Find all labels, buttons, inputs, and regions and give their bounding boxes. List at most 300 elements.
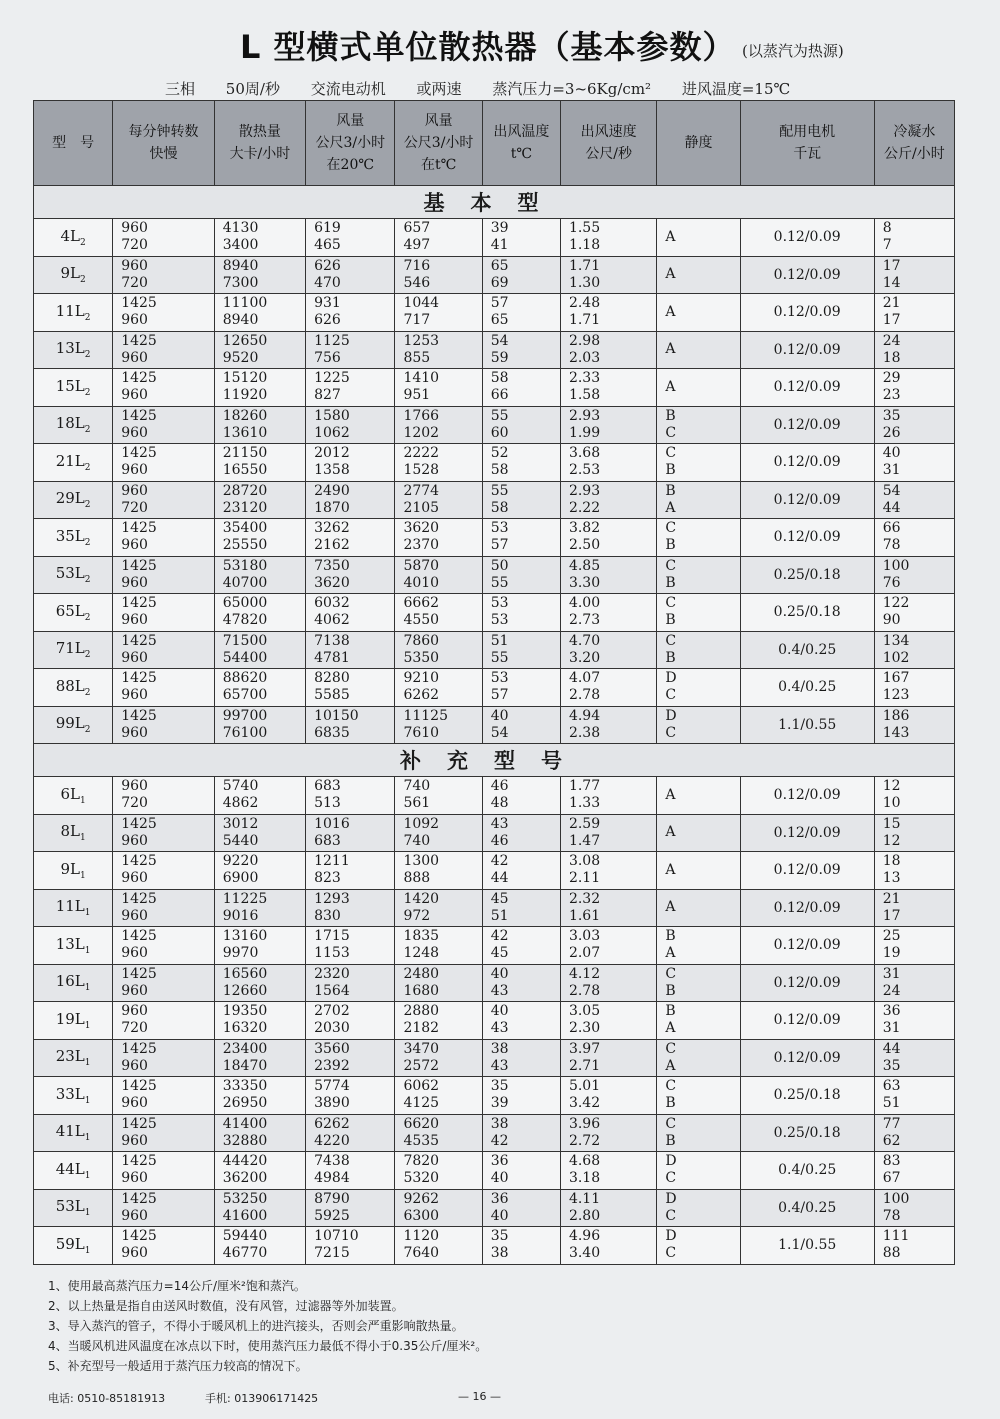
- model-subscript: 2: [84, 575, 91, 586]
- condensate-cell: [874, 814, 954, 852]
- airflow-20c-cell: [306, 1189, 395, 1227]
- heat-cell: [214, 481, 305, 519]
- airflow-tc-cell-value: 1092: [403, 815, 440, 832]
- outlet-temp-cell: [482, 594, 560, 632]
- condensate-cell-value: 67: [882, 1170, 901, 1187]
- static-cell: [657, 1189, 740, 1227]
- static-cell-value: B: [665, 928, 676, 945]
- speed-cell-value: 960: [121, 870, 148, 887]
- airflow-tc-cell-value: 717: [403, 312, 431, 329]
- airflow-20c-cell-value: 619: [314, 220, 341, 237]
- outlet-speed-cell: [560, 519, 656, 557]
- outlet-temp-cell-value: 65: [490, 257, 509, 274]
- outlet-speed-cell-value: 2.22: [568, 499, 601, 516]
- static-cell-value: A: [665, 341, 676, 358]
- heat-cell-value: 11225: [222, 890, 268, 907]
- subtitle: [165, 78, 806, 99]
- outlet-temp-cell: [482, 1077, 560, 1115]
- outlet-temp-cell: [482, 852, 560, 890]
- heat-cell-value: 53180: [222, 557, 268, 574]
- static-cell-value: A: [665, 824, 676, 841]
- airflow-tc-cell: [395, 889, 482, 927]
- outlet-speed-cell-value: 1.58: [568, 387, 601, 404]
- airflow-20c-cell-value: 2490: [314, 482, 350, 499]
- static-cell-value: A: [665, 266, 676, 283]
- outlet-speed-cell: [560, 1077, 656, 1115]
- condensate-cell-value: 77: [882, 1115, 901, 1132]
- static-cell: [657, 1227, 740, 1265]
- outlet-temp-cell-value: 38: [490, 1040, 509, 1057]
- outlet-temp-cell-value: 35: [490, 1228, 509, 1245]
- outlet-temp-cell: [482, 1189, 560, 1227]
- outlet-temp-cell-value: 43: [490, 1020, 509, 1037]
- section-basic-heading: [34, 186, 955, 219]
- condensate-cell: [874, 964, 954, 1002]
- airflow-tc-cell-value: 2572: [403, 1057, 440, 1074]
- outlet-speed-cell: [560, 219, 656, 257]
- heat-cell-value: 36200: [222, 1170, 268, 1187]
- airflow-tc-cell-value: 5320: [403, 1170, 440, 1187]
- speed-cell: [113, 331, 215, 369]
- static-cell: [657, 927, 740, 965]
- motor-cell: 0.12/0.09: [740, 406, 874, 444]
- speed-cell: [113, 1077, 215, 1115]
- airflow-tc-cell: [395, 964, 482, 1002]
- speed-cell-value: 1425: [121, 890, 157, 907]
- outlet-speed-cell-value: 2.59: [568, 815, 601, 832]
- speed-cell: [113, 294, 215, 332]
- airflow-tc-cell-value: 3620: [403, 520, 440, 537]
- table-row: [34, 294, 955, 332]
- airflow-tc-cell-value: 2182: [403, 1020, 440, 1037]
- airflow-20c-cell: [306, 1039, 395, 1077]
- heat-cell-value: 8940: [222, 312, 259, 329]
- airflow-20c-cell-value: 2030: [314, 1020, 350, 1037]
- speed-cell-value: 720: [121, 237, 148, 254]
- condensate-cell: [874, 669, 954, 707]
- motor-cell: 0.4/0.25: [740, 669, 874, 707]
- outlet-speed-cell-value: 3.20: [568, 649, 601, 666]
- outlet-speed-cell: [560, 706, 656, 744]
- model-name: 65L: [55, 601, 85, 620]
- model-name: 99L: [55, 714, 85, 733]
- motor-cell: 1.1/0.55: [740, 706, 874, 744]
- section-supplement-rows: [34, 777, 955, 1265]
- outlet-temp-cell-value: 66: [490, 387, 509, 404]
- outlet-speed-cell-value: 3.96: [568, 1115, 601, 1132]
- model-cell: [34, 369, 113, 407]
- table-row: [34, 406, 955, 444]
- condensate-cell-value: 19: [882, 945, 901, 962]
- heat-cell-value: 3400: [222, 237, 259, 254]
- outlet-speed-cell-value: 2.71: [568, 1057, 601, 1074]
- model-subscript: 2: [84, 387, 91, 398]
- airflow-tc-cell-value: 1248: [403, 945, 440, 962]
- heat-cell: [214, 777, 305, 815]
- outlet-temp-cell-value: 48: [490, 795, 509, 812]
- heat-cell-value: 5440: [222, 832, 259, 849]
- airflow-tc-cell-value: 1300: [403, 853, 440, 870]
- speed-cell-value: 960: [121, 1057, 148, 1074]
- speed-cell-value: 960: [121, 1170, 148, 1187]
- outlet-speed-cell-value: 4.94: [568, 707, 601, 724]
- speed-cell: [113, 406, 215, 444]
- subtitle-phase: 三相: [165, 80, 196, 98]
- model-cell: [34, 889, 113, 927]
- heat-cell: [214, 1002, 305, 1040]
- outlet-temp-cell: [482, 814, 560, 852]
- outlet-temp-cell-value: 36: [490, 1190, 509, 1207]
- airflow-tc-cell-value: 740: [403, 778, 431, 795]
- model-subscript: 2: [79, 275, 86, 286]
- airflow-20c-cell-value: 1225: [314, 370, 350, 387]
- heat-cell-value: 65700: [222, 687, 268, 704]
- motor-cell: 0.4/0.25: [740, 1189, 874, 1227]
- airflow-tc-cell: [395, 631, 482, 669]
- condensate-cell: [874, 777, 954, 815]
- airflow-20c-cell-value: 823: [314, 870, 341, 887]
- heat-cell-value: 18260: [222, 407, 268, 424]
- airflow-tc-cell: [395, 594, 482, 632]
- outlet-temp-cell-value: 51: [490, 632, 509, 649]
- airflow-20c-cell: [306, 927, 395, 965]
- static-cell-value: B: [665, 1003, 676, 1020]
- condensate-cell-value: 102: [882, 649, 910, 666]
- airflow-20c-cell: [306, 294, 395, 332]
- motor-cell: 0.12/0.09: [740, 1002, 874, 1040]
- static-cell-value: A: [665, 228, 676, 245]
- outlet-speed-cell-value: 4.00: [568, 595, 601, 612]
- condensate-cell-value: 13: [882, 870, 901, 887]
- outlet-speed-cell: [560, 1002, 656, 1040]
- model-name: 13L: [55, 339, 85, 358]
- model-name: 23L: [55, 1047, 85, 1066]
- heat-cell-value: 54400: [222, 649, 268, 666]
- model-name: 53L: [55, 564, 85, 583]
- heat-cell: [214, 519, 305, 557]
- speed-cell-value: 1425: [121, 928, 157, 945]
- condensate-cell: [874, 556, 954, 594]
- heat-cell: [214, 814, 305, 852]
- model-cell: [34, 1002, 113, 1040]
- model-cell: [34, 927, 113, 965]
- airflow-20c-cell-value: 5585: [314, 687, 350, 704]
- footnote: 2、以上热量是指自由送风时数值，没有风管，过滤器等外加装置。: [48, 1299, 404, 1313]
- condensate-cell-value: 90: [882, 612, 901, 629]
- outlet-speed-cell: [560, 1114, 656, 1152]
- outlet-temp-cell-value: 35: [490, 1078, 509, 1095]
- airflow-tc-cell: [395, 1152, 482, 1190]
- airflow-20c-cell-value: 4062: [314, 612, 350, 629]
- table-row: [34, 1114, 955, 1152]
- header-speed: 每分钟转数 快慢: [113, 101, 215, 186]
- outlet-temp-cell-value: 51: [490, 907, 509, 924]
- airflow-20c-cell-value: 1125: [314, 332, 350, 349]
- airflow-tc-cell-value: 2370: [403, 537, 440, 554]
- outlet-temp-cell: [482, 481, 560, 519]
- speed-cell-value: 960: [121, 220, 148, 237]
- model-name: 11L: [55, 897, 85, 916]
- static-cell-value: A: [665, 303, 676, 320]
- table-row: [34, 444, 955, 482]
- outlet-speed-cell-value: 4.11: [568, 1190, 601, 1207]
- airflow-20c-cell-value: 1211: [314, 853, 350, 870]
- outlet-temp-cell-value: 40: [490, 965, 509, 982]
- speed-cell-value: 960: [121, 724, 148, 741]
- condensate-cell: [874, 927, 954, 965]
- condensate-cell-value: 31: [882, 1020, 901, 1037]
- outlet-speed-cell-value: 3.68: [568, 445, 601, 462]
- footnotes: [48, 1276, 487, 1376]
- outlet-temp-cell-value: 45: [490, 890, 509, 907]
- outlet-temp-cell-value: 46: [490, 832, 509, 849]
- model-subscript: 2: [84, 612, 91, 623]
- static-cell-value: C: [665, 1078, 677, 1095]
- table-row: [34, 1002, 955, 1040]
- motor-cell: 0.12/0.09: [740, 927, 874, 965]
- airflow-tc-cell: [395, 369, 482, 407]
- airflow-20c-cell-value: 7350: [314, 557, 350, 574]
- table-row: [34, 706, 955, 744]
- speed-cell: [113, 852, 215, 890]
- condensate-cell-value: 40: [882, 445, 901, 462]
- airflow-20c-cell: [306, 1152, 395, 1190]
- heat-cell-value: 19350: [222, 1003, 268, 1020]
- airflow-20c-cell-value: 3890: [314, 1095, 350, 1112]
- outlet-speed-cell-value: 2.07: [568, 945, 601, 962]
- heat-cell: [214, 1039, 305, 1077]
- airflow-tc-cell-value: 4125: [403, 1095, 440, 1112]
- heat-cell-value: 4130: [222, 220, 259, 237]
- outlet-speed-cell-value: 1.99: [568, 424, 601, 441]
- model-cell: [34, 256, 113, 294]
- airflow-20c-cell: [306, 669, 395, 707]
- motor-cell: 0.12/0.09: [740, 444, 874, 482]
- outlet-temp-cell-value: 65: [490, 312, 509, 329]
- condensate-cell-value: 21: [882, 890, 901, 907]
- model-subscript: 1: [84, 1020, 91, 1031]
- condensate-cell-value: 17: [882, 907, 901, 924]
- subtitle-pressure: 蒸汽压力=3~6Kg/cm²: [492, 80, 652, 98]
- airflow-20c-cell: [306, 256, 395, 294]
- condensate-cell-value: 18: [882, 853, 901, 870]
- static-cell-value: B: [665, 1132, 676, 1149]
- outlet-speed-cell: [560, 294, 656, 332]
- airflow-20c-cell-value: 6835: [314, 724, 350, 741]
- outlet-temp-cell-value: 55: [490, 574, 509, 591]
- static-cell: [657, 369, 740, 407]
- heat-cell-value: 44420: [222, 1153, 268, 1170]
- outlet-temp-cell-value: 59: [490, 349, 509, 366]
- condensate-cell: [874, 406, 954, 444]
- airflow-tc-cell-value: 6662: [403, 595, 440, 612]
- table-row: [34, 1077, 955, 1115]
- table-row: [34, 519, 955, 557]
- airflow-tc-cell: [395, 777, 482, 815]
- heat-cell-value: 13610: [222, 424, 268, 441]
- airflow-20c-cell: [306, 219, 395, 257]
- model-name: 71L: [55, 639, 85, 658]
- static-cell-value: D: [665, 1228, 677, 1245]
- outlet-temp-cell-value: 57: [490, 537, 509, 554]
- model-subscript: 1: [84, 945, 91, 956]
- model-name: 53L: [55, 1197, 85, 1216]
- outlet-temp-cell: [482, 406, 560, 444]
- speed-cell-value: 1425: [121, 1115, 157, 1132]
- airflow-tc-cell-value: 7820: [403, 1153, 440, 1170]
- outlet-speed-cell: [560, 852, 656, 890]
- condensate-cell: [874, 1077, 954, 1115]
- static-cell-value: C: [665, 445, 677, 462]
- airflow-20c-cell-value: 7215: [314, 1245, 350, 1262]
- outlet-temp-cell-value: 43: [490, 815, 509, 832]
- heat-cell-value: 9970: [222, 945, 259, 962]
- airflow-tc-cell: [395, 519, 482, 557]
- motor-cell: 0.12/0.09: [740, 852, 874, 890]
- airflow-tc-cell-value: 7640: [403, 1245, 440, 1262]
- heat-cell-value: 5740: [222, 778, 259, 795]
- airflow-tc-cell-value: 2880: [403, 1003, 440, 1020]
- model-cell: [34, 594, 113, 632]
- outlet-temp-cell-value: 54: [490, 332, 509, 349]
- airflow-20c-cell-value: 1358: [314, 462, 350, 479]
- speed-cell-value: 960: [121, 612, 148, 629]
- outlet-temp-cell-value: 53: [490, 595, 509, 612]
- speed-cell: [113, 594, 215, 632]
- outlet-speed-cell-value: 2.78: [568, 687, 601, 704]
- speed-cell: [113, 669, 215, 707]
- heat-cell-value: 16320: [222, 1020, 268, 1037]
- condensate-cell-value: 17: [882, 312, 901, 329]
- speed-cell-value: 1425: [121, 670, 157, 687]
- static-cell-value: C: [665, 724, 677, 741]
- airflow-tc-cell-value: 9210: [403, 670, 440, 687]
- condensate-cell-value: 123: [882, 687, 910, 704]
- speed-cell-value: 960: [121, 1003, 148, 1020]
- condensate-cell-value: 23: [882, 387, 901, 404]
- condensate-cell: [874, 594, 954, 632]
- speed-cell-value: 1425: [121, 1228, 157, 1245]
- airflow-20c-cell-value: 3560: [314, 1040, 350, 1057]
- airflow-20c-cell-value: 756: [314, 349, 341, 366]
- static-cell: [657, 777, 740, 815]
- model-cell: [34, 556, 113, 594]
- airflow-tc-cell: [395, 706, 482, 744]
- condensate-cell: [874, 1114, 954, 1152]
- header-outlet-temp: 出风温度 t℃: [482, 101, 560, 186]
- outlet-speed-cell-value: 2.32: [568, 890, 601, 907]
- heat-cell: [214, 669, 305, 707]
- model-cell: [34, 406, 113, 444]
- outlet-temp-cell: [482, 631, 560, 669]
- motor-cell: 0.25/0.18: [740, 594, 874, 632]
- model-name: 4L: [60, 226, 80, 245]
- speed-cell-value: 1425: [121, 965, 157, 982]
- outlet-speed-cell: [560, 631, 656, 669]
- static-cell: [657, 1077, 740, 1115]
- condensate-cell-value: 29: [882, 370, 901, 387]
- airflow-tc-cell-value: 2480: [403, 965, 440, 982]
- outlet-temp-cell-value: 38: [490, 1115, 509, 1132]
- outlet-speed-cell-value: 3.08: [568, 853, 601, 870]
- speed-cell: [113, 777, 215, 815]
- footer-mobile: 手机: 013906171425: [205, 1392, 319, 1405]
- footer-phone: 电话: 0510-85181913: [48, 1392, 166, 1405]
- outlet-temp-cell: [482, 1039, 560, 1077]
- table-row: [34, 369, 955, 407]
- section-basic-rows: [34, 219, 955, 744]
- airflow-20c-cell-value: 2320: [314, 965, 350, 982]
- outlet-speed-cell: [560, 556, 656, 594]
- condensate-cell-value: 122: [882, 595, 910, 612]
- section-supplement-heading: [34, 744, 955, 777]
- heat-cell: [214, 1114, 305, 1152]
- outlet-temp-cell-value: 44: [490, 870, 509, 887]
- outlet-speed-cell-value: 1.77: [568, 778, 601, 795]
- speed-cell-value: 1425: [121, 332, 157, 349]
- table-row: [34, 669, 955, 707]
- heat-cell-value: 4862: [222, 795, 259, 812]
- heat-cell-value: 9016: [222, 907, 259, 924]
- condensate-cell-value: 14: [882, 274, 901, 291]
- condensate-cell-value: 15: [882, 815, 901, 832]
- condensate-cell: [874, 1189, 954, 1227]
- footnote: 5、补充型号一般适用于蒸汽压力较高的情况下。: [48, 1359, 308, 1373]
- heat-cell-value: 25550: [222, 537, 268, 554]
- model-subscript: 1: [84, 1095, 91, 1106]
- speed-cell: [113, 481, 215, 519]
- speed-cell-value: 1425: [121, 295, 157, 312]
- heat-cell-value: 41400: [222, 1115, 268, 1132]
- airflow-tc-cell-value: 7860: [403, 632, 440, 649]
- footnote: 1、使用最高蒸汽压力=14公斤/厘米²饱和蒸汽。: [48, 1279, 306, 1293]
- speed-cell-value: 720: [121, 499, 148, 516]
- table-row: [34, 631, 955, 669]
- outlet-speed-cell-value: 4.96: [568, 1228, 601, 1245]
- outlet-speed-cell-value: 2.11: [568, 870, 601, 887]
- condensate-cell-value: 17: [882, 257, 901, 274]
- airflow-20c-cell: [306, 814, 395, 852]
- airflow-tc-cell: [395, 852, 482, 890]
- model-name: 33L: [55, 1084, 85, 1103]
- airflow-20c-cell: [306, 1002, 395, 1040]
- outlet-temp-cell: [482, 889, 560, 927]
- header-model: 型 号: [34, 101, 113, 186]
- heat-cell-value: 16550: [222, 462, 268, 479]
- outlet-speed-cell-value: 3.97: [568, 1040, 601, 1057]
- motor-cell: 0.12/0.09: [740, 519, 874, 557]
- condensate-cell-value: 78: [882, 1207, 901, 1224]
- condensate-cell-value: 24: [882, 332, 901, 349]
- outlet-temp-cell: [482, 519, 560, 557]
- table-row: [34, 1227, 955, 1265]
- heat-cell: [214, 294, 305, 332]
- airflow-tc-cell-value: 3470: [403, 1040, 440, 1057]
- outlet-temp-cell-value: 55: [490, 482, 509, 499]
- static-cell-value: C: [665, 1245, 677, 1262]
- outlet-temp-cell-value: 40: [490, 1170, 509, 1187]
- outlet-speed-cell-value: 4.70: [568, 632, 601, 649]
- condensate-cell-value: 26: [882, 424, 901, 441]
- heat-cell-value: 6900: [222, 870, 259, 887]
- outlet-temp-cell-value: 43: [490, 1057, 509, 1074]
- airflow-tc-cell: [395, 556, 482, 594]
- model-subscript: 1: [84, 1208, 91, 1219]
- static-cell: [657, 444, 740, 482]
- speed-cell-value: 720: [121, 274, 148, 291]
- model-cell: [34, 852, 113, 890]
- speed-cell-value: 960: [121, 1207, 148, 1224]
